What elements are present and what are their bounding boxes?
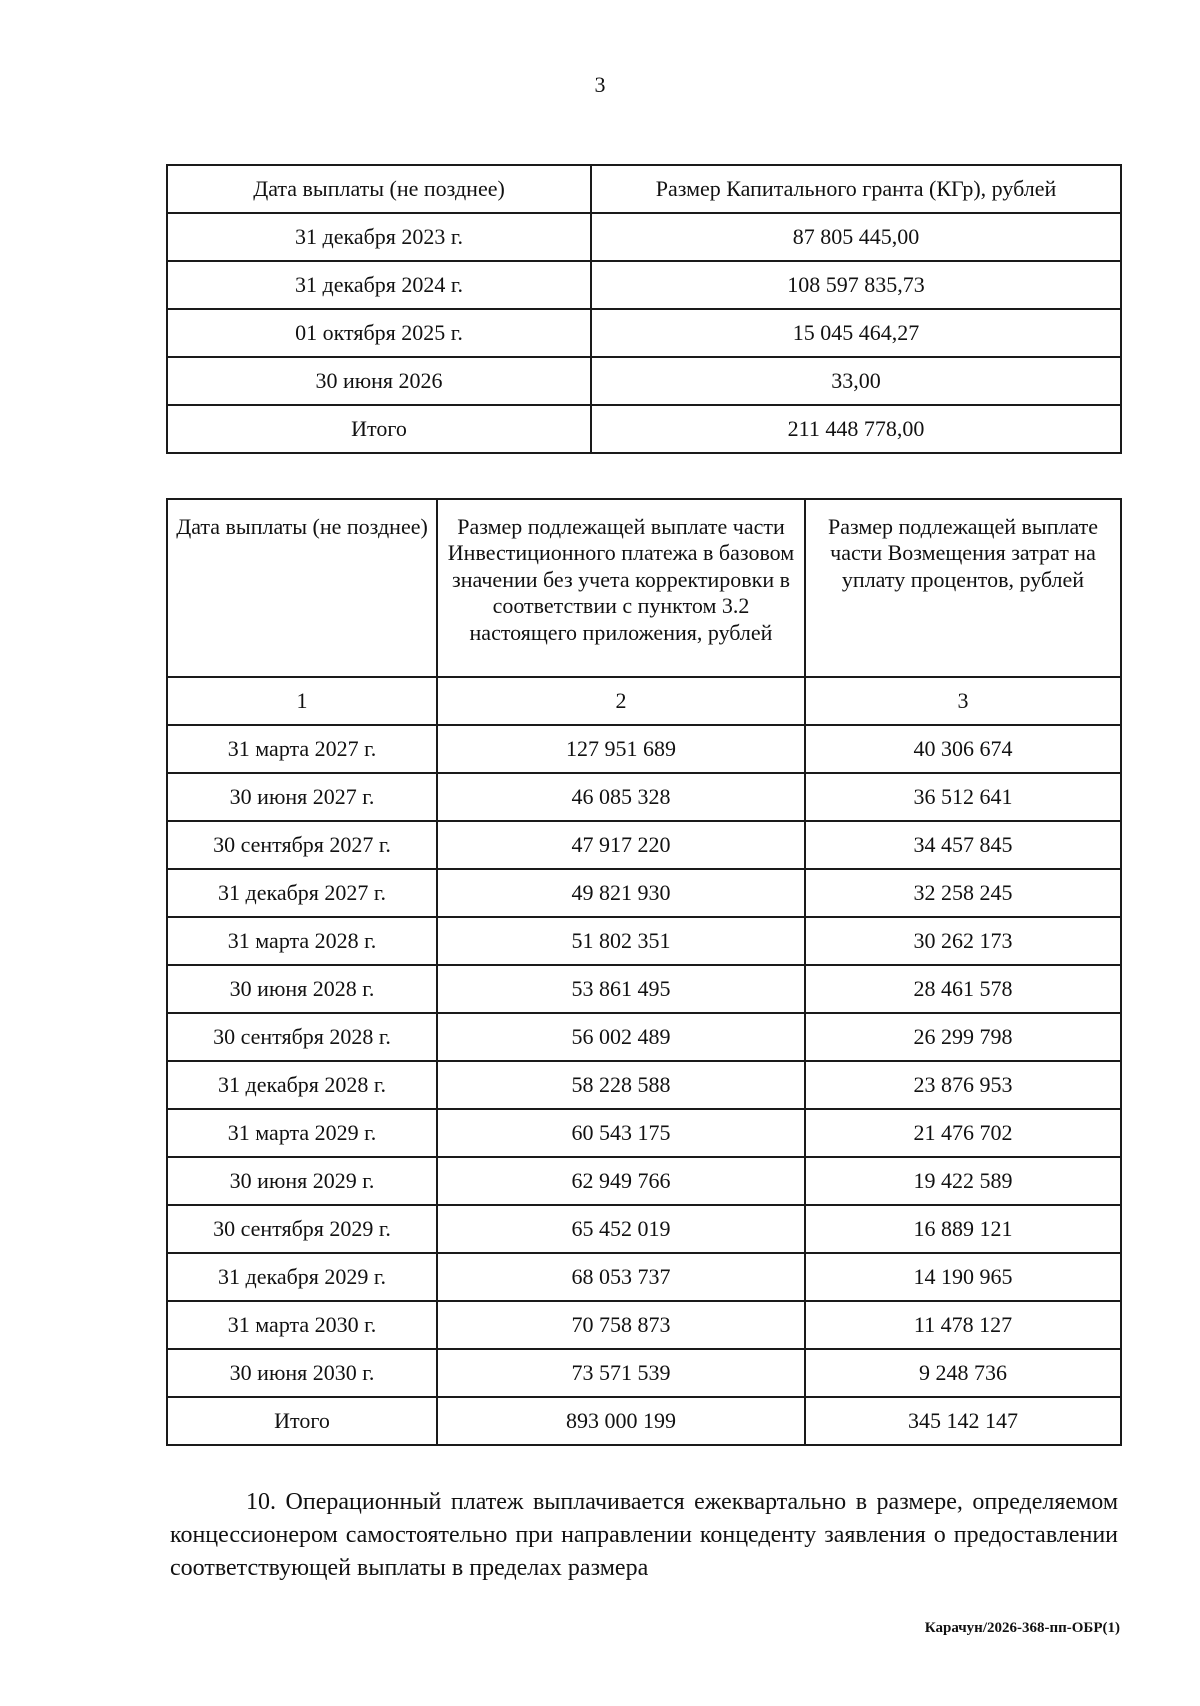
total-row <box>167 405 1121 453</box>
interest-amount-cell: 19 422 589 <box>805 1157 1121 1205</box>
interest-amount-cell: 36 512 641 <box>805 773 1121 821</box>
date-cell: 31 марта 2027 г. <box>167 725 437 773</box>
table-header-row <box>167 165 1121 213</box>
investment-amount-cell: 46 085 328 <box>437 773 805 821</box>
date-cell: 30 июня 2027 г. <box>167 773 437 821</box>
table-row <box>167 1301 1121 1349</box>
amount-cell: 15 045 464,27 <box>591 309 1121 357</box>
amount-cell: 33,00 <box>591 357 1121 405</box>
total-interest-cell: 345 142 147 <box>805 1397 1121 1445</box>
header-cell: Дата выплаты (не позднее) <box>167 499 437 677</box>
amount-cell: 108 597 835,73 <box>591 261 1121 309</box>
table-row <box>167 725 1121 773</box>
date-cell: 31 декабря 2024 г. <box>167 261 591 309</box>
table-row <box>167 917 1121 965</box>
table-row <box>167 1253 1121 1301</box>
date-cell: 30 июня 2030 г. <box>167 1349 437 1397</box>
table-row <box>167 965 1121 1013</box>
total-label-cell: Итого <box>167 1397 437 1445</box>
interest-amount-cell: 40 306 674 <box>805 725 1121 773</box>
table-row <box>167 261 1121 309</box>
investment-amount-cell: 60 543 175 <box>437 1109 805 1157</box>
table-row <box>167 1061 1121 1109</box>
date-cell: 31 марта 2028 г. <box>167 917 437 965</box>
interest-amount-cell: 14 190 965 <box>805 1253 1121 1301</box>
table-row <box>167 309 1121 357</box>
interest-amount-cell: 16 889 121 <box>805 1205 1121 1253</box>
interest-amount-cell: 11 478 127 <box>805 1301 1121 1349</box>
interest-amount-cell: 28 461 578 <box>805 965 1121 1013</box>
investment-amount-cell: 53 861 495 <box>437 965 805 1013</box>
investment-amount-cell: 56 002 489 <box>437 1013 805 1061</box>
date-cell: 30 июня 2029 г. <box>167 1157 437 1205</box>
table-row <box>167 773 1121 821</box>
date-cell: 31 марта 2029 г. <box>167 1109 437 1157</box>
date-cell: 01 октября 2025 г. <box>167 309 591 357</box>
investment-amount-cell: 73 571 539 <box>437 1349 805 1397</box>
table-row <box>167 357 1121 405</box>
column-number-row <box>167 677 1121 725</box>
date-cell: 31 марта 2030 г. <box>167 1301 437 1349</box>
interest-amount-cell: 30 262 173 <box>805 917 1121 965</box>
column-number-cell: 2 <box>437 677 805 725</box>
table-row <box>167 213 1121 261</box>
header-cell: Дата выплаты (не позднее) <box>167 165 591 213</box>
capital-grant-table <box>166 164 1122 454</box>
table-row <box>167 1157 1121 1205</box>
date-cell: 31 декабря 2027 г. <box>167 869 437 917</box>
date-cell: 31 декабря 2023 г. <box>167 213 591 261</box>
date-cell: 30 сентября 2027 г. <box>167 821 437 869</box>
interest-amount-cell: 21 476 702 <box>805 1109 1121 1157</box>
total-row <box>167 1397 1121 1445</box>
table-row <box>167 1109 1121 1157</box>
header-cell: Размер Капитального гранта (КГр), рублей <box>591 165 1121 213</box>
table-row <box>167 1013 1121 1061</box>
column-number-cell: 3 <box>805 677 1121 725</box>
interest-amount-cell: 26 299 798 <box>805 1013 1121 1061</box>
interest-amount-cell: 23 876 953 <box>805 1061 1121 1109</box>
date-cell: 30 июня 2028 г. <box>167 965 437 1013</box>
table-row <box>167 1205 1121 1253</box>
investment-amount-cell: 51 802 351 <box>437 917 805 965</box>
column-number-cell: 1 <box>167 677 437 725</box>
date-cell: 31 декабря 2028 г. <box>167 1061 437 1109</box>
investment-amount-cell: 47 917 220 <box>437 821 805 869</box>
table-row <box>167 821 1121 869</box>
table-row <box>167 1349 1121 1397</box>
table-header-row <box>167 499 1121 677</box>
total-amount-cell: 211 448 778,00 <box>591 405 1121 453</box>
amount-cell: 87 805 445,00 <box>591 213 1121 261</box>
document-code: Карачун/2026-368-пп-ОБР(1) <box>924 1620 1120 1636</box>
investment-amount-cell: 58 228 588 <box>437 1061 805 1109</box>
investment-payment-table <box>166 498 1122 1446</box>
total-label-cell: Итого <box>167 405 591 453</box>
page-number: 3 <box>594 72 606 97</box>
interest-amount-cell: 34 457 845 <box>805 821 1121 869</box>
investment-amount-cell: 49 821 930 <box>437 869 805 917</box>
investment-amount-cell: 68 053 737 <box>437 1253 805 1301</box>
paragraph-operational-payment: 10. Операционный платеж выплачивается ежеквартально в размере, определяемом концессионером самостоятельно при направлении концеденту заявления о предоставлении соответствующей выплаты в пределах размера <box>170 1489 1118 1581</box>
table-row <box>167 869 1121 917</box>
date-cell: 30 сентября 2029 г. <box>167 1205 437 1253</box>
investment-amount-cell: 62 949 766 <box>437 1157 805 1205</box>
interest-amount-cell: 32 258 245 <box>805 869 1121 917</box>
investment-amount-cell: 70 758 873 <box>437 1301 805 1349</box>
date-cell: 30 сентября 2028 г. <box>167 1013 437 1061</box>
header-cell: Размер подлежащей выплате части Инвестиционного платежа в базовом значении без учета корректировки в соответствии с пунктом 3.2 настоящего приложения, рублей <box>437 499 805 677</box>
header-cell: Размер подлежащей выплате части Возмещения затрат на уплату процентов, рублей <box>805 499 1121 677</box>
investment-amount-cell: 127 951 689 <box>437 725 805 773</box>
interest-amount-cell: 9 248 736 <box>805 1349 1121 1397</box>
total-investment-cell: 893 000 199 <box>437 1397 805 1445</box>
date-cell: 30 июня 2026 <box>167 357 591 405</box>
investment-amount-cell: 65 452 019 <box>437 1205 805 1253</box>
date-cell: 31 декабря 2029 г. <box>167 1253 437 1301</box>
